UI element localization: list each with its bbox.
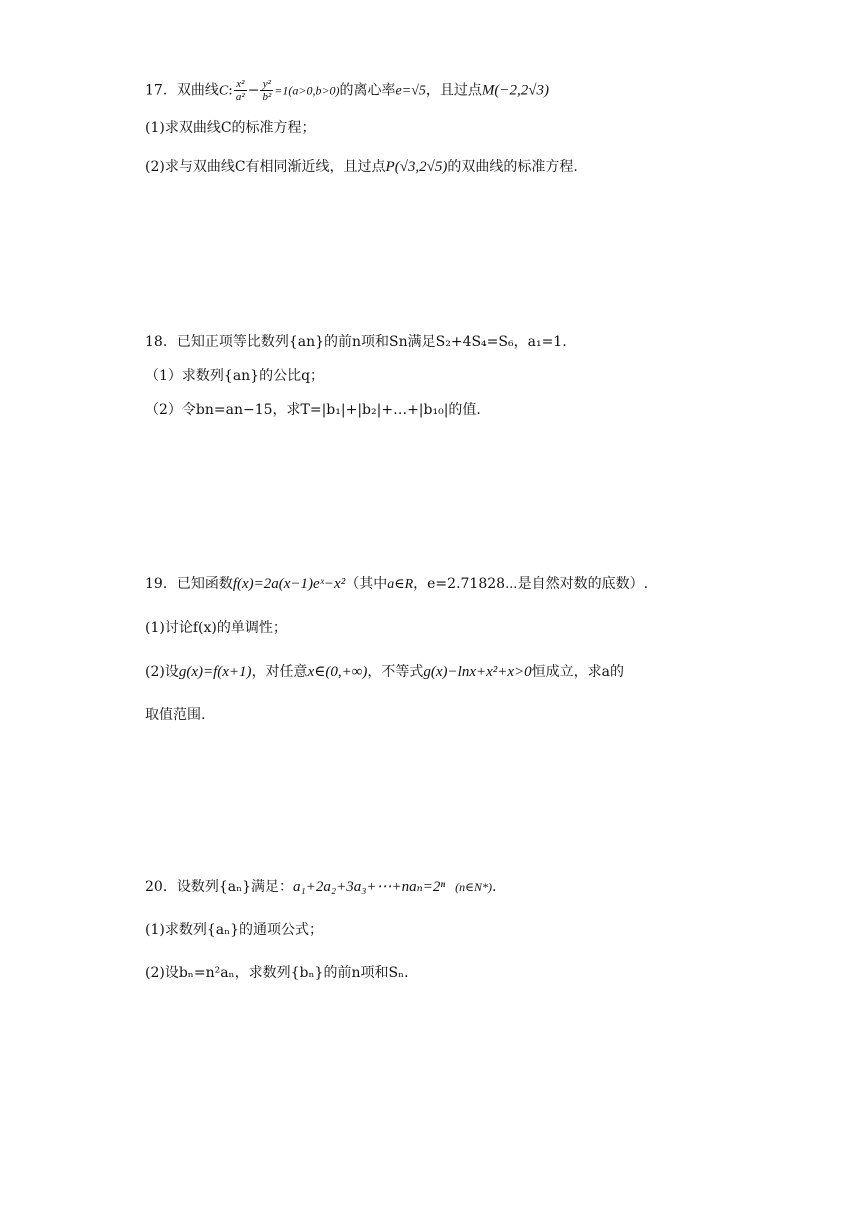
part2-text: ，不等式 — [367, 664, 424, 680]
function-g: g(x)=f(x+1) — [178, 664, 252, 680]
part2-text-end: 的双曲线的标准方程. — [447, 159, 578, 175]
problem-number: 17． — [145, 82, 177, 99]
mid-text: 的离心率 — [339, 82, 396, 99]
eccentricity: e=√5 — [395, 83, 426, 99]
sequence-equation: a₁+2a₂+3a₃+⋯+naₙ=2ⁿ — [293, 879, 446, 895]
stem-text: （其中 — [345, 576, 388, 592]
problem-19-part2-cont: 取值范围. — [145, 707, 206, 723]
problem-18-stem — [145, 332, 567, 352]
frac-num: x² — [234, 78, 247, 91]
problem-18-part1: （1）求数列{an}的公比q； — [145, 368, 325, 384]
problem-20-part2: (2)设bₙ=n²aₙ，求数列{bₙ}的前n项和Sₙ. — [145, 965, 409, 981]
problem-17-stem — [145, 78, 549, 103]
condition: (n∈N*) — [455, 880, 492, 894]
part2-text: (2)设 — [145, 664, 179, 680]
minus: − — [247, 82, 260, 99]
eq-prefix: C — [218, 83, 229, 99]
problem-number: 19． — [145, 576, 177, 592]
problem-19-part2 — [145, 662, 624, 682]
stem-text: 设数列{aₙ}满足： — [176, 879, 294, 895]
intro-text: 双曲线 — [176, 82, 219, 99]
point-p: P(√3,2√5) — [385, 159, 448, 175]
stem-text: ， — [413, 576, 428, 592]
problem-19-part1: (1)讨论f(x)的单调性； — [145, 620, 287, 636]
problem-20-part1: (1)求数列{aₙ}的通项公式； — [145, 922, 324, 938]
problem-17-part1: (1)求双曲线C的标准方程； — [145, 120, 316, 136]
frac-den: a² — [235, 91, 245, 103]
problem-19-stem — [145, 574, 648, 595]
domain: x∈(0,+∞) — [307, 664, 368, 680]
condition: a∈R — [387, 577, 414, 592]
frac-den: b² — [262, 91, 272, 103]
stem-end: . — [492, 879, 497, 895]
fraction-x — [234, 78, 247, 103]
frac-num: y² — [260, 78, 273, 91]
inequality: g(x)−lnx+x²+x>0 — [423, 664, 532, 680]
point-m: M(−2,2√3) — [481, 82, 549, 99]
e-constant: e=2.71828⋯ — [427, 576, 518, 592]
part2-text: (2)求与双曲线C有相同渐近线，且过点 — [145, 159, 386, 175]
problem-18-part2: （2）令bn=an−15，求T=|b₁|+|b₂|+…+|b₁₀|的值. — [145, 402, 481, 418]
stem-text: 是自然对数的底数）. — [517, 576, 649, 592]
problem-number: 18． — [145, 334, 177, 350]
function-f: f(x)=2a(x−1)eˣ−x² — [232, 576, 346, 592]
eq-rhs: =1(a>0,b>0) — [274, 83, 340, 98]
stem-text: 已知函数 — [176, 576, 233, 592]
part2-text: 恒成立，求a的 — [531, 664, 625, 680]
eq-colon: : — [228, 82, 233, 99]
part2-text: ，对任意 — [251, 664, 308, 680]
stem-text: 已知正项等比数列{an}的前n项和Sn满足S₂+4S₄=S₆，a₁=1. — [176, 334, 567, 350]
tail-text: ，且过点 — [425, 82, 482, 99]
problem-17-part2 — [145, 157, 578, 177]
fraction-y — [260, 78, 273, 103]
problem-number: 20． — [145, 879, 177, 895]
problem-20-stem — [145, 877, 496, 897]
